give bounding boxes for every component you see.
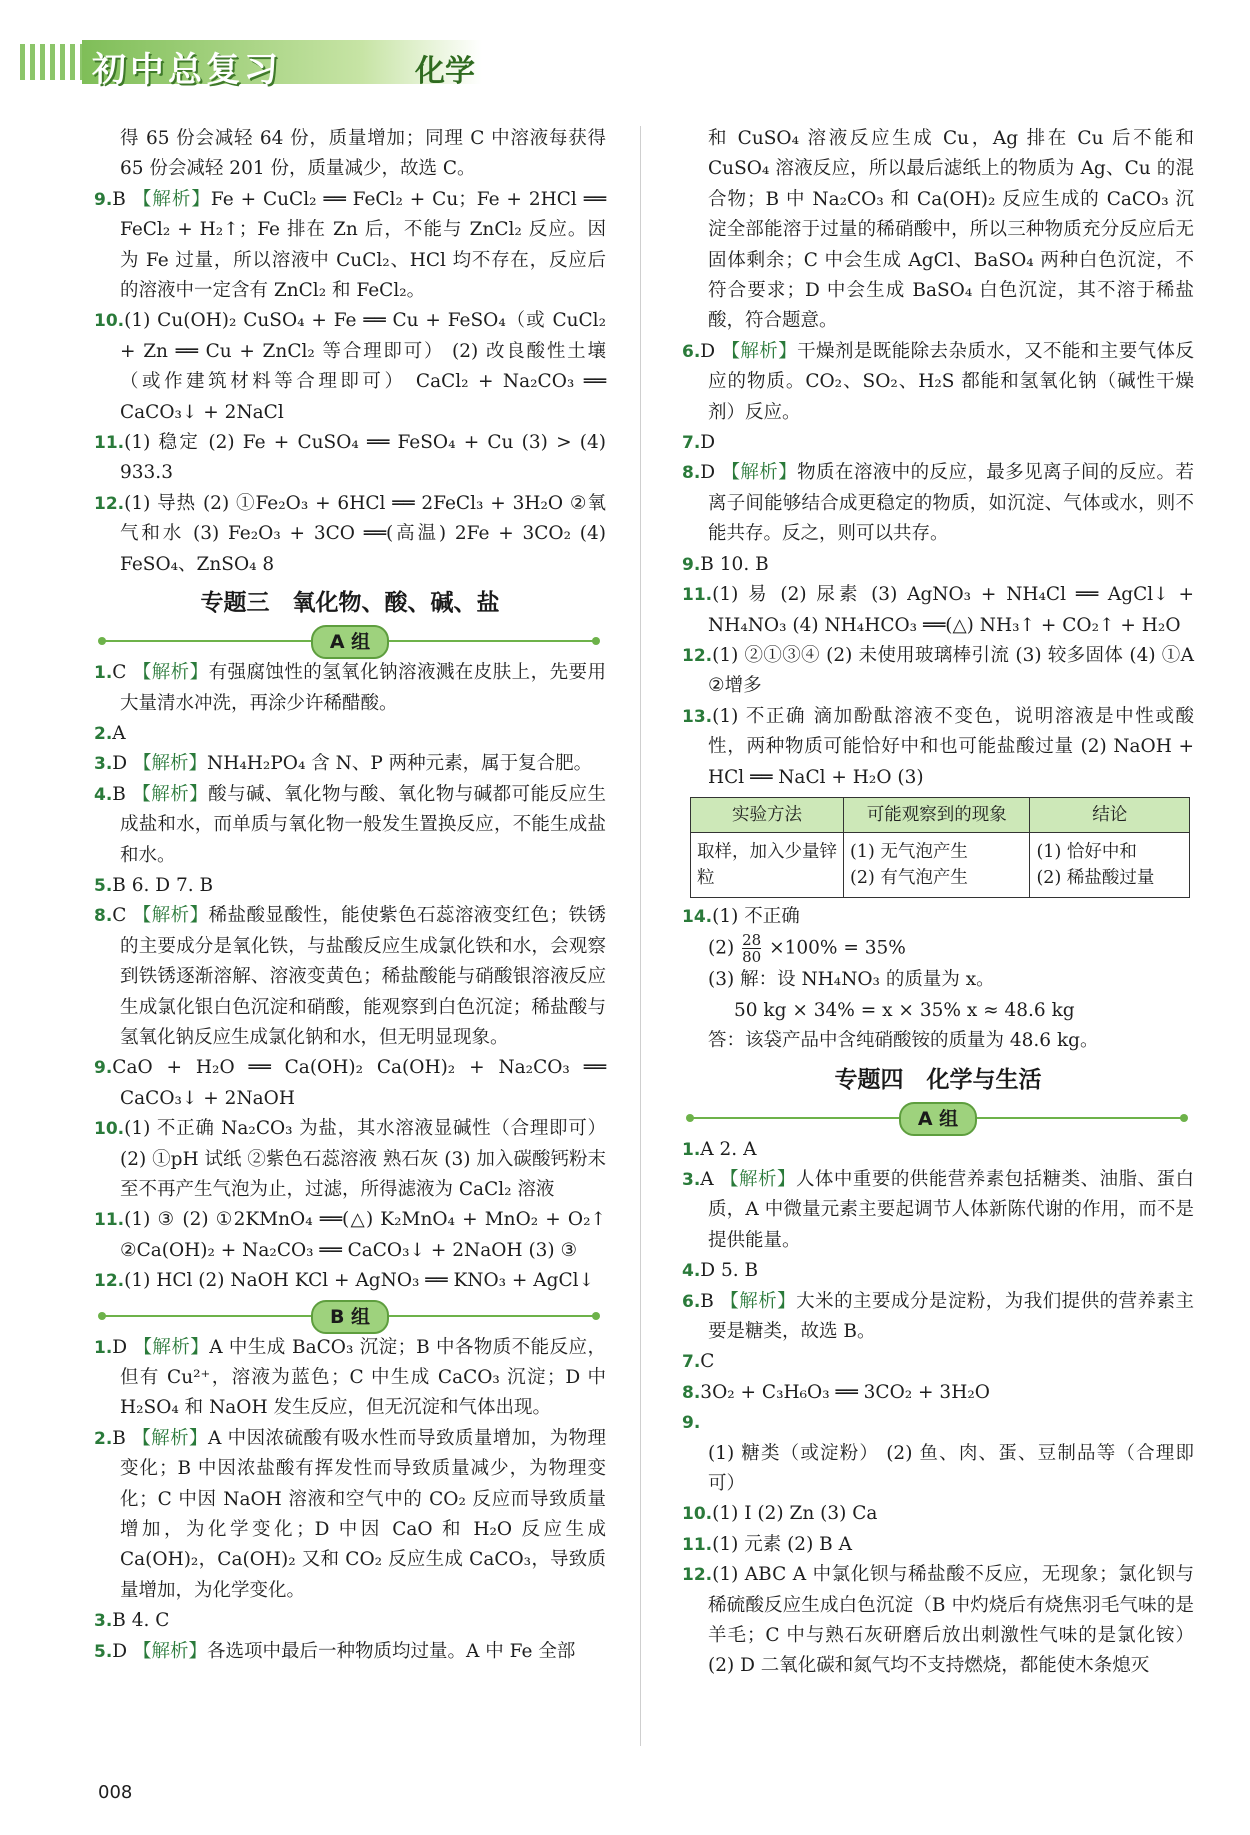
answer-text: (1) 元素 (2) B A bbox=[712, 1533, 853, 1555]
answer-text: (1) ③ (2) ①2KMnO₄ ══(△) K₂MnO₄ + MnO₂ + O₂↑ ②Ca(OH)₂ + Na₂CO₃ ══ CaCO₃↓ + 2NaOH (3) ③ bbox=[120, 1209, 606, 1261]
analysis-tag: 【解析】 bbox=[132, 662, 209, 684]
answer-choice: D bbox=[112, 753, 128, 775]
divider-dot bbox=[98, 637, 106, 645]
answer-item bbox=[682, 1135, 1194, 1165]
question-number: 9. bbox=[682, 1413, 701, 1434]
question-number: 1. bbox=[682, 1139, 701, 1160]
answer-choice: C bbox=[700, 1351, 715, 1373]
answer-text: 和 CuSO₄ 溶液反应生成 Cu，Ag 排在 Cu 后不能和 CuSO₄ 溶液反应，所以最后滤纸上的物质为 Ag、Cu 的混合物；B 中 Na₂CO₃ 和 Ca(OH)₂ 反应生成的 CaCO₃ 沉淀全部能溶于过量的稀硝酸中，所以三种物质充分反应后无固体剩余；C 中会生成 AgCl、BaSO₄ 两种白色沉淀，不符合要求；D 中会生成 BaSO₄ 白色沉淀，其不溶于稀盐酸，符合题意。 bbox=[708, 128, 1194, 332]
table-row bbox=[691, 832, 1190, 897]
answer-item bbox=[682, 550, 1194, 580]
answer-choice: D bbox=[112, 1336, 128, 1358]
answer-choice: B bbox=[112, 188, 126, 210]
question-number: 5. bbox=[94, 875, 113, 896]
table-header: 可能观察到的现象 bbox=[844, 797, 1030, 832]
question-number: 3. bbox=[94, 1611, 113, 1632]
answer-text: (1) 导热 (2) ①Fe₂O₃ + 6HCl ══ 2FeCl₃ + 3H₂O ②氧气和水 (3) Fe₂O₃ + 3CO ══(高温) 2Fe + 3CO₂ (4) FeSO₄、ZnSO₄ 8 bbox=[120, 492, 606, 575]
answer-text: (1) Cu(OH)₂ CuSO₄ + Fe ══ Cu + FeSO₄（或 CuCl₂ + Zn ══ Cu + ZnCl₂ 等合理即可） (2) 改良酸性土壤（或作建筑材料等合理即可） CaCl₂ + Na₂CO₃ ══ CaCO₃↓ + 2NaCl bbox=[120, 310, 606, 423]
answer-item bbox=[682, 1256, 1194, 1286]
answer-line: (1) 不正确 bbox=[712, 905, 800, 927]
answer-item bbox=[682, 580, 1194, 641]
question-number: 2. bbox=[94, 1428, 113, 1449]
question-number: 1. bbox=[94, 1337, 113, 1358]
answer-text: 物质在溶液中的反应，最多见离子间的反应。若离子间能够结合成更稳定的物质，如沉淀、气体或水，则不能共存。反之，则可以共存。 bbox=[708, 462, 1194, 545]
group-divider bbox=[94, 622, 606, 658]
answer-choice: A bbox=[700, 1168, 714, 1190]
answer-choice: B 10. B bbox=[700, 553, 769, 575]
right-column-part-b bbox=[682, 1063, 1194, 1682]
question-number: 9. bbox=[682, 554, 701, 575]
question-number: 10. bbox=[94, 311, 125, 332]
fraction bbox=[742, 932, 761, 965]
answer-choice: D bbox=[112, 1640, 128, 1662]
answer-item bbox=[94, 719, 606, 749]
question-number: 3. bbox=[682, 1169, 701, 1190]
answer-text: 得 65 份会减轻 64 份，质量增加；同理 C 中溶液每获得 65 份会减轻 201 份，质量减少，故选 C。 bbox=[120, 128, 606, 180]
answer-item bbox=[94, 124, 606, 185]
answer-item bbox=[94, 1205, 606, 1266]
answer-choice: D 5. B bbox=[700, 1260, 759, 1282]
section-title: 专题四 化学与生活 bbox=[834, 1066, 1042, 1093]
divider-dot bbox=[1180, 1114, 1188, 1122]
answer-text: NH₄H₂PO₄ 含 N、P 两种元素，属于复合肥。 bbox=[207, 753, 593, 775]
question-number: 11. bbox=[682, 585, 713, 606]
answer-choice: A bbox=[112, 722, 126, 744]
table-cell: (1) 无气泡产生 (2) 有气泡产生 bbox=[844, 832, 1030, 897]
divider-dot bbox=[592, 637, 600, 645]
question-number: 12. bbox=[682, 645, 713, 666]
question-number: 7. bbox=[682, 1352, 701, 1373]
answer-text: (1) 稳定 (2) Fe + CuSO₄ ══ FeSO₄ + Cu (3) > (4) 933.3 bbox=[120, 432, 606, 484]
answer-choice: A 2. A bbox=[700, 1138, 757, 1160]
table-header: 实验方法 bbox=[691, 797, 844, 832]
answer-item bbox=[682, 124, 1194, 337]
answer-item bbox=[682, 1560, 1194, 1682]
answer-item bbox=[682, 1499, 1194, 1529]
experiment-table bbox=[690, 797, 1190, 898]
question-number: 12. bbox=[94, 493, 125, 514]
answer-item bbox=[94, 780, 606, 871]
answer-text: (1) ②①③④ (2) 未使用玻璃棒引流 (3) 较多固体 (4) ①A ②增多 bbox=[708, 644, 1194, 697]
table-header: 结论 bbox=[1030, 797, 1190, 832]
fraction-numerator: 28 bbox=[742, 931, 762, 950]
divider-dot bbox=[686, 1114, 694, 1122]
header-subject: 化学 bbox=[415, 54, 475, 89]
answer-choice: B bbox=[700, 1290, 714, 1312]
answer-item bbox=[682, 702, 1194, 793]
answer-choice: B bbox=[112, 783, 126, 805]
question-number: 4. bbox=[682, 1261, 701, 1282]
answer-text: 大米的主要成分是淀粉，为我们提供的营养素主要是糖类，故选 B。 bbox=[708, 1290, 1194, 1342]
question-number: 8. bbox=[682, 1382, 701, 1403]
group-label: A 组 bbox=[311, 625, 389, 659]
answer-line: (3) 解：设 NH₄NO₃ 的质量为 x。 bbox=[708, 969, 995, 991]
left-column bbox=[94, 124, 606, 1667]
question-number: 14. bbox=[682, 906, 713, 927]
question-number: 10. bbox=[682, 1504, 713, 1525]
right-column-part-a bbox=[682, 124, 1194, 793]
answer-choice: B bbox=[112, 1427, 126, 1449]
answer-line: 50 kg × 34% = x × 35% x ≈ 48.6 kg bbox=[734, 999, 1075, 1021]
answer-choice: D bbox=[700, 462, 716, 484]
answer-choice: C bbox=[112, 662, 127, 684]
answer-text: 各选项中最后一种物质均过量。A 中 Fe 全部 bbox=[207, 1640, 576, 1662]
section-title: 专题三 氧化物、酸、碱、盐 bbox=[200, 590, 500, 617]
answer-line: 答：该袋产品中含纯硝酸铵的质量为 48.6 kg。 bbox=[708, 1030, 1099, 1052]
analysis-tag: 【解析】 bbox=[720, 1290, 797, 1312]
answer-text: 干燥剂是既能除去杂质水，又不能和主要气体反应的物质。CO₂、SO₂、H₂S 都能和氢氧化钠（碱性干燥剂）反应。 bbox=[708, 340, 1194, 423]
analysis-tag: 【解析】 bbox=[132, 1427, 208, 1449]
answer-item bbox=[682, 1378, 1194, 1408]
header-title: 初中总复习 bbox=[92, 50, 282, 90]
question-number: 8. bbox=[94, 906, 113, 927]
question-number: 6. bbox=[682, 1291, 701, 1312]
question-number: 5. bbox=[94, 1641, 113, 1662]
table-cell: (1) 恰好中和 (2) 稀盐酸过量 bbox=[1030, 832, 1190, 897]
question-number: 8. bbox=[682, 463, 701, 484]
answer-item bbox=[94, 901, 606, 1053]
group-label: A 组 bbox=[899, 1102, 977, 1136]
answer-text: (1) 易 (2) 尿素 (3) AgNO₃ + NH₄Cl ══ AgCl↓ + NH₄NO₃ (4) NH₄HCO₃ ══(△) NH₃↑ + CO₂↑ + H₂O bbox=[708, 584, 1194, 636]
answer-item bbox=[682, 1287, 1194, 1348]
question-number: 9. bbox=[94, 189, 113, 210]
analysis-tag: 【解析】 bbox=[133, 1640, 208, 1662]
question-number: 3. bbox=[94, 754, 113, 775]
answer-text: 稀盐酸显酸性，能使紫色石蕊溶液变红色；铁锈的主要成分是氧化铁，与盐酸反应生成氯化铁和水，会观察到铁锈逐渐溶解、溶液变黄色；稀盐酸能与硝酸银溶液反应生成氯化银白色沉淀和硝酸，能观察到白色沉淀；稀盐酸与氢氧化钠反应生成氯化钠和水，但无明显现象。 bbox=[120, 905, 606, 1048]
table-cell: 取样，加入少量锌粒 bbox=[691, 832, 844, 897]
fraction-denominator: 80 bbox=[742, 948, 762, 967]
group-label: B 组 bbox=[311, 1300, 389, 1334]
answer-item bbox=[94, 871, 606, 901]
answer-item bbox=[94, 489, 606, 580]
answer-text: (1) 糖类（或淀粉） (2) 鱼、肉、蛋、豆制品等（合理即可） bbox=[708, 1442, 1194, 1495]
answer-item bbox=[94, 749, 606, 779]
answer-text: A 中生成 BaCO₃ 沉淀；B 中各物质不能反应，但有 Cu²⁺，溶液为蓝色；C 中生成 CaCO₃ 沉淀；D 中 H₂SO₄ 和 NaOH 发生反应，但无沉淀和气体出现。 bbox=[120, 1336, 606, 1419]
answer-item bbox=[94, 1424, 606, 1606]
answer-item bbox=[94, 1266, 606, 1296]
analysis-tag: 【解析】 bbox=[132, 783, 209, 805]
question-number: 11. bbox=[94, 433, 125, 454]
answer-item bbox=[682, 428, 1194, 458]
header-stripes bbox=[20, 44, 90, 80]
answer-text: (1) HCl (2) NaOH KCl + AgNO₃ ══ KNO₃ + AgCl↓ bbox=[124, 1270, 595, 1292]
answer-part: (2) bbox=[708, 937, 735, 959]
answer-item bbox=[94, 1333, 606, 1424]
answer-item bbox=[94, 1053, 606, 1114]
question-number: 12. bbox=[682, 1565, 713, 1586]
answer-item bbox=[682, 1347, 1194, 1377]
answer-choice: B 4. C bbox=[112, 1610, 170, 1632]
answer-text: 酸与碱、氧化物与酸、氧化物与碱都可能反应生成盐和水，而单质与氧化物一般发生置换反应，不能生成盐和水。 bbox=[120, 783, 606, 866]
answer-item bbox=[94, 1606, 606, 1636]
answer-item bbox=[94, 306, 606, 428]
question-number: 1. bbox=[94, 663, 113, 684]
answer-text: (1) ABC A 中氯化钡与稀盐酸不反应，无现象；氯化钡与稀硫酸反应生成白色沉淀（B 中灼烧后有烧焦羽毛气味的是羊毛；C 中与熟石灰研磨后放出刺激性气味的是氯化铵） (2) D 二氧化碳和氮气均不支持燃烧，都能使木条熄灭 bbox=[708, 1564, 1194, 1677]
answer-item bbox=[94, 428, 606, 489]
question-number: 12. bbox=[94, 1271, 125, 1292]
answer-text: (1) I (2) Zn (3) Ca bbox=[712, 1503, 878, 1525]
answer-item bbox=[94, 185, 606, 307]
answer-choice: D bbox=[700, 340, 716, 362]
answer-text: 人体中重要的供能营养素包括糖类、油脂、蛋白质，A 中微量元素主要起调节人体新陈代谢的作用，而不是提供能量。 bbox=[708, 1168, 1194, 1251]
question-number: 2. bbox=[94, 723, 113, 744]
divider-dot bbox=[592, 1312, 600, 1320]
question-number: 13. bbox=[682, 706, 713, 727]
answer-item bbox=[682, 641, 1194, 702]
answer-text: CaO + H₂O ══ Ca(OH)₂ Ca(OH)₂ + Na₂CO₃ ══ CaCO₃↓ + 2NaOH bbox=[112, 1057, 606, 1109]
answer-text: (1) 不正确 滴加酚酞溶液不变色，说明溶液是中性或酸性，两种物质可能恰好中和也可能盐酸过量 (2) NaOH + HCl ══ NaCl + H₂O (3) bbox=[708, 705, 1194, 788]
answer-item bbox=[94, 658, 606, 719]
analysis-tag: 【解析】 bbox=[721, 462, 798, 484]
answer-text: A 中因浓硫酸有吸水性而导致质量增加，为物理变化；B 中因浓盐酸有挥发性而导致质量减少，为物理变化；C 中因 NaOH 溶液和空气中的 CO₂ 反应而导致质量增加，为化学变化；D 中因 CaO 和 H₂O 反应生成 Ca(OH)₂，Ca(OH)₂ 又和 CO₂ 反应生成 CaCO₃，导致质量增加，为化学变化。 bbox=[120, 1427, 606, 1601]
answer-item bbox=[94, 1114, 606, 1205]
answer-item bbox=[94, 1637, 606, 1667]
question-number: 10. bbox=[94, 1119, 125, 1140]
answer-text: 3O₂ + C₃H₆O₃ ══ 3CO₂ + 3H₂O bbox=[700, 1381, 990, 1403]
table-header-row bbox=[691, 797, 1190, 832]
answer-choice: B 6. D 7. B bbox=[112, 874, 214, 896]
question-number: 6. bbox=[682, 341, 701, 362]
analysis-tag: 【解析】 bbox=[721, 340, 798, 362]
question-number: 4. bbox=[94, 784, 113, 805]
answer-text: 有强腐蚀性的氢氧化钠溶液溅在皮肤上，先要用大量清水冲洗，再涂少许稀醋酸。 bbox=[120, 662, 606, 714]
answer-item bbox=[682, 1530, 1194, 1560]
answer-14-part2 bbox=[682, 932, 1194, 965]
right-column bbox=[682, 124, 1194, 1682]
page-number: 008 bbox=[98, 1782, 133, 1803]
analysis-tag: 【解析】 bbox=[133, 1336, 210, 1358]
answer-text: Fe + CuCl₂ ══ FeCl₂ + Cu；Fe + 2HCl ══ FeCl₂ + H₂↑；Fe 排在 Zn 后，不能与 ZnCl₂ 反应。因为 Fe 过量，所以溶液中 CuCl₂、HCl 均不存在，反应后的溶液中一定含有 ZnCl₂ 和 FeCl₂。 bbox=[120, 188, 606, 302]
answer-item bbox=[682, 458, 1194, 549]
page-header bbox=[20, 36, 490, 90]
answer-item bbox=[682, 337, 1194, 428]
column-divider bbox=[640, 126, 641, 1746]
analysis-tag: 【解析】 bbox=[132, 188, 211, 210]
answer-choice: D bbox=[700, 432, 716, 454]
answer-text: (1) 不正确 Na₂CO₃ 为盐，其水溶液显碱性（合理即可） (2) ①pH 试纸 ②紫色石蕊溶液 熟石灰 (3) 加入碳酸钙粉末至不再产生气泡为止，过滤，所得滤液为 CaCl₂ 溶液 bbox=[120, 1118, 606, 1200]
question-number: 9. bbox=[94, 1058, 113, 1079]
group-divider bbox=[682, 1099, 1194, 1135]
question-number: 7. bbox=[682, 433, 701, 454]
answer-item bbox=[682, 1165, 1194, 1256]
analysis-tag: 【解析】 bbox=[133, 753, 208, 775]
group-divider bbox=[94, 1297, 606, 1333]
answer-choice: C bbox=[112, 905, 127, 927]
question-number: 11. bbox=[94, 1210, 125, 1231]
answer-item bbox=[682, 1408, 1194, 1499]
analysis-tag: 【解析】 bbox=[720, 1168, 796, 1190]
question-number: 11. bbox=[682, 1534, 713, 1555]
answer-part: ×100% = 35% bbox=[769, 937, 906, 959]
divider-dot bbox=[98, 1312, 106, 1320]
analysis-tag: 【解析】 bbox=[132, 905, 209, 927]
answer-14 bbox=[682, 902, 1194, 932]
